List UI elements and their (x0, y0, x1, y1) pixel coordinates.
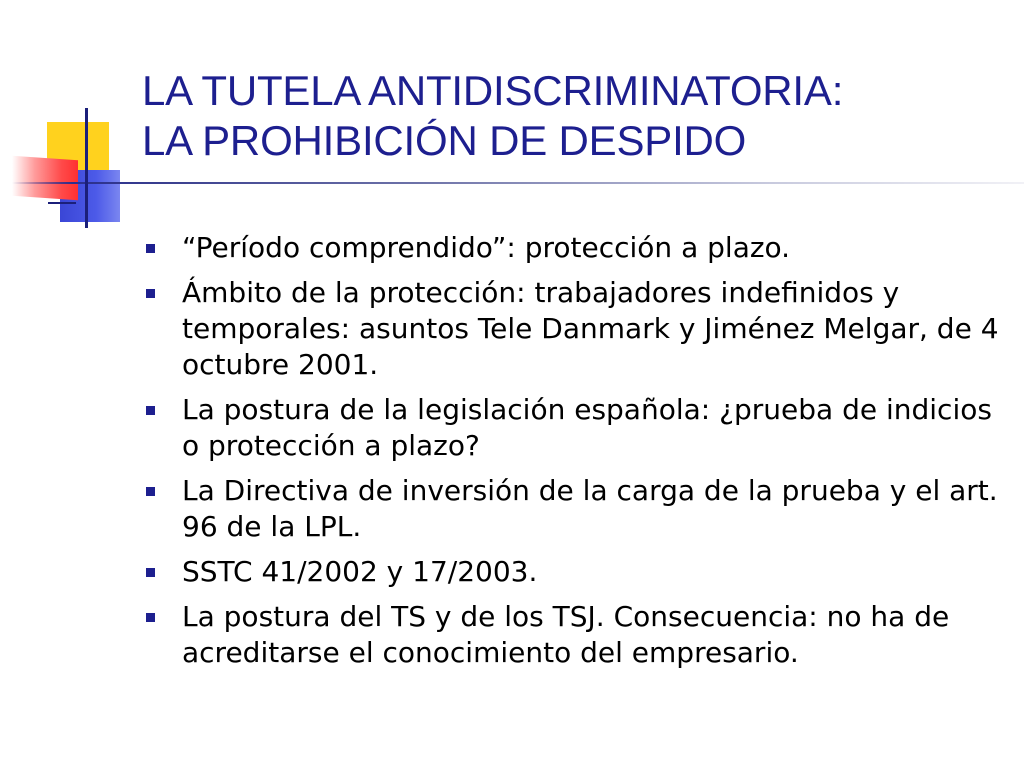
bullet-item (146, 554, 1006, 590)
bullet-item (146, 599, 1006, 671)
title-underline-rule (12, 182, 1024, 184)
bullet-list (146, 230, 1006, 680)
slide-title-line-2: LA PROHIBICIÓN DE DESPIDO (142, 117, 747, 164)
square-bullet-icon (146, 568, 155, 577)
bullet-text: SSTC 41/2002 y 17/2003. (182, 555, 538, 588)
slide-title (142, 66, 1002, 166)
square-bullet-icon (146, 487, 155, 496)
decorative-vertical-rule (85, 108, 88, 228)
bullet-item (146, 230, 1006, 266)
slide-title-line-1: LA TUTELA ANTIDISCRIMINATORIA: (142, 67, 844, 114)
bullet-item (146, 392, 1006, 464)
square-bullet-icon (146, 244, 155, 253)
bullet-item (146, 473, 1006, 545)
bullet-text: La Directiva de inversión de la carga de la prueba y el art. 96 de la LPL. (182, 474, 998, 543)
square-bullet-icon (146, 613, 155, 622)
square-bullet-icon (146, 289, 155, 298)
decorative-red-gradient (12, 156, 78, 201)
bullet-item (146, 275, 1006, 383)
bullet-text: Ámbito de la protección: trabajadores indefinidos y temporales: asuntos Tele Danmark y Jiménez Melgar, de 4 octubre 2001. (182, 276, 999, 381)
decorative-short-rule (48, 202, 76, 204)
bullet-text: La postura de la legislación española: ¿prueba de indicios o protección a plazo? (182, 393, 992, 462)
square-bullet-icon (146, 406, 155, 415)
bullet-text: “Período comprendido”: protección a plazo. (182, 231, 791, 264)
bullet-text: La postura del TS y de los TSJ. Consecuencia: no ha de acreditarse el conocimiento del empresario. (182, 600, 950, 669)
